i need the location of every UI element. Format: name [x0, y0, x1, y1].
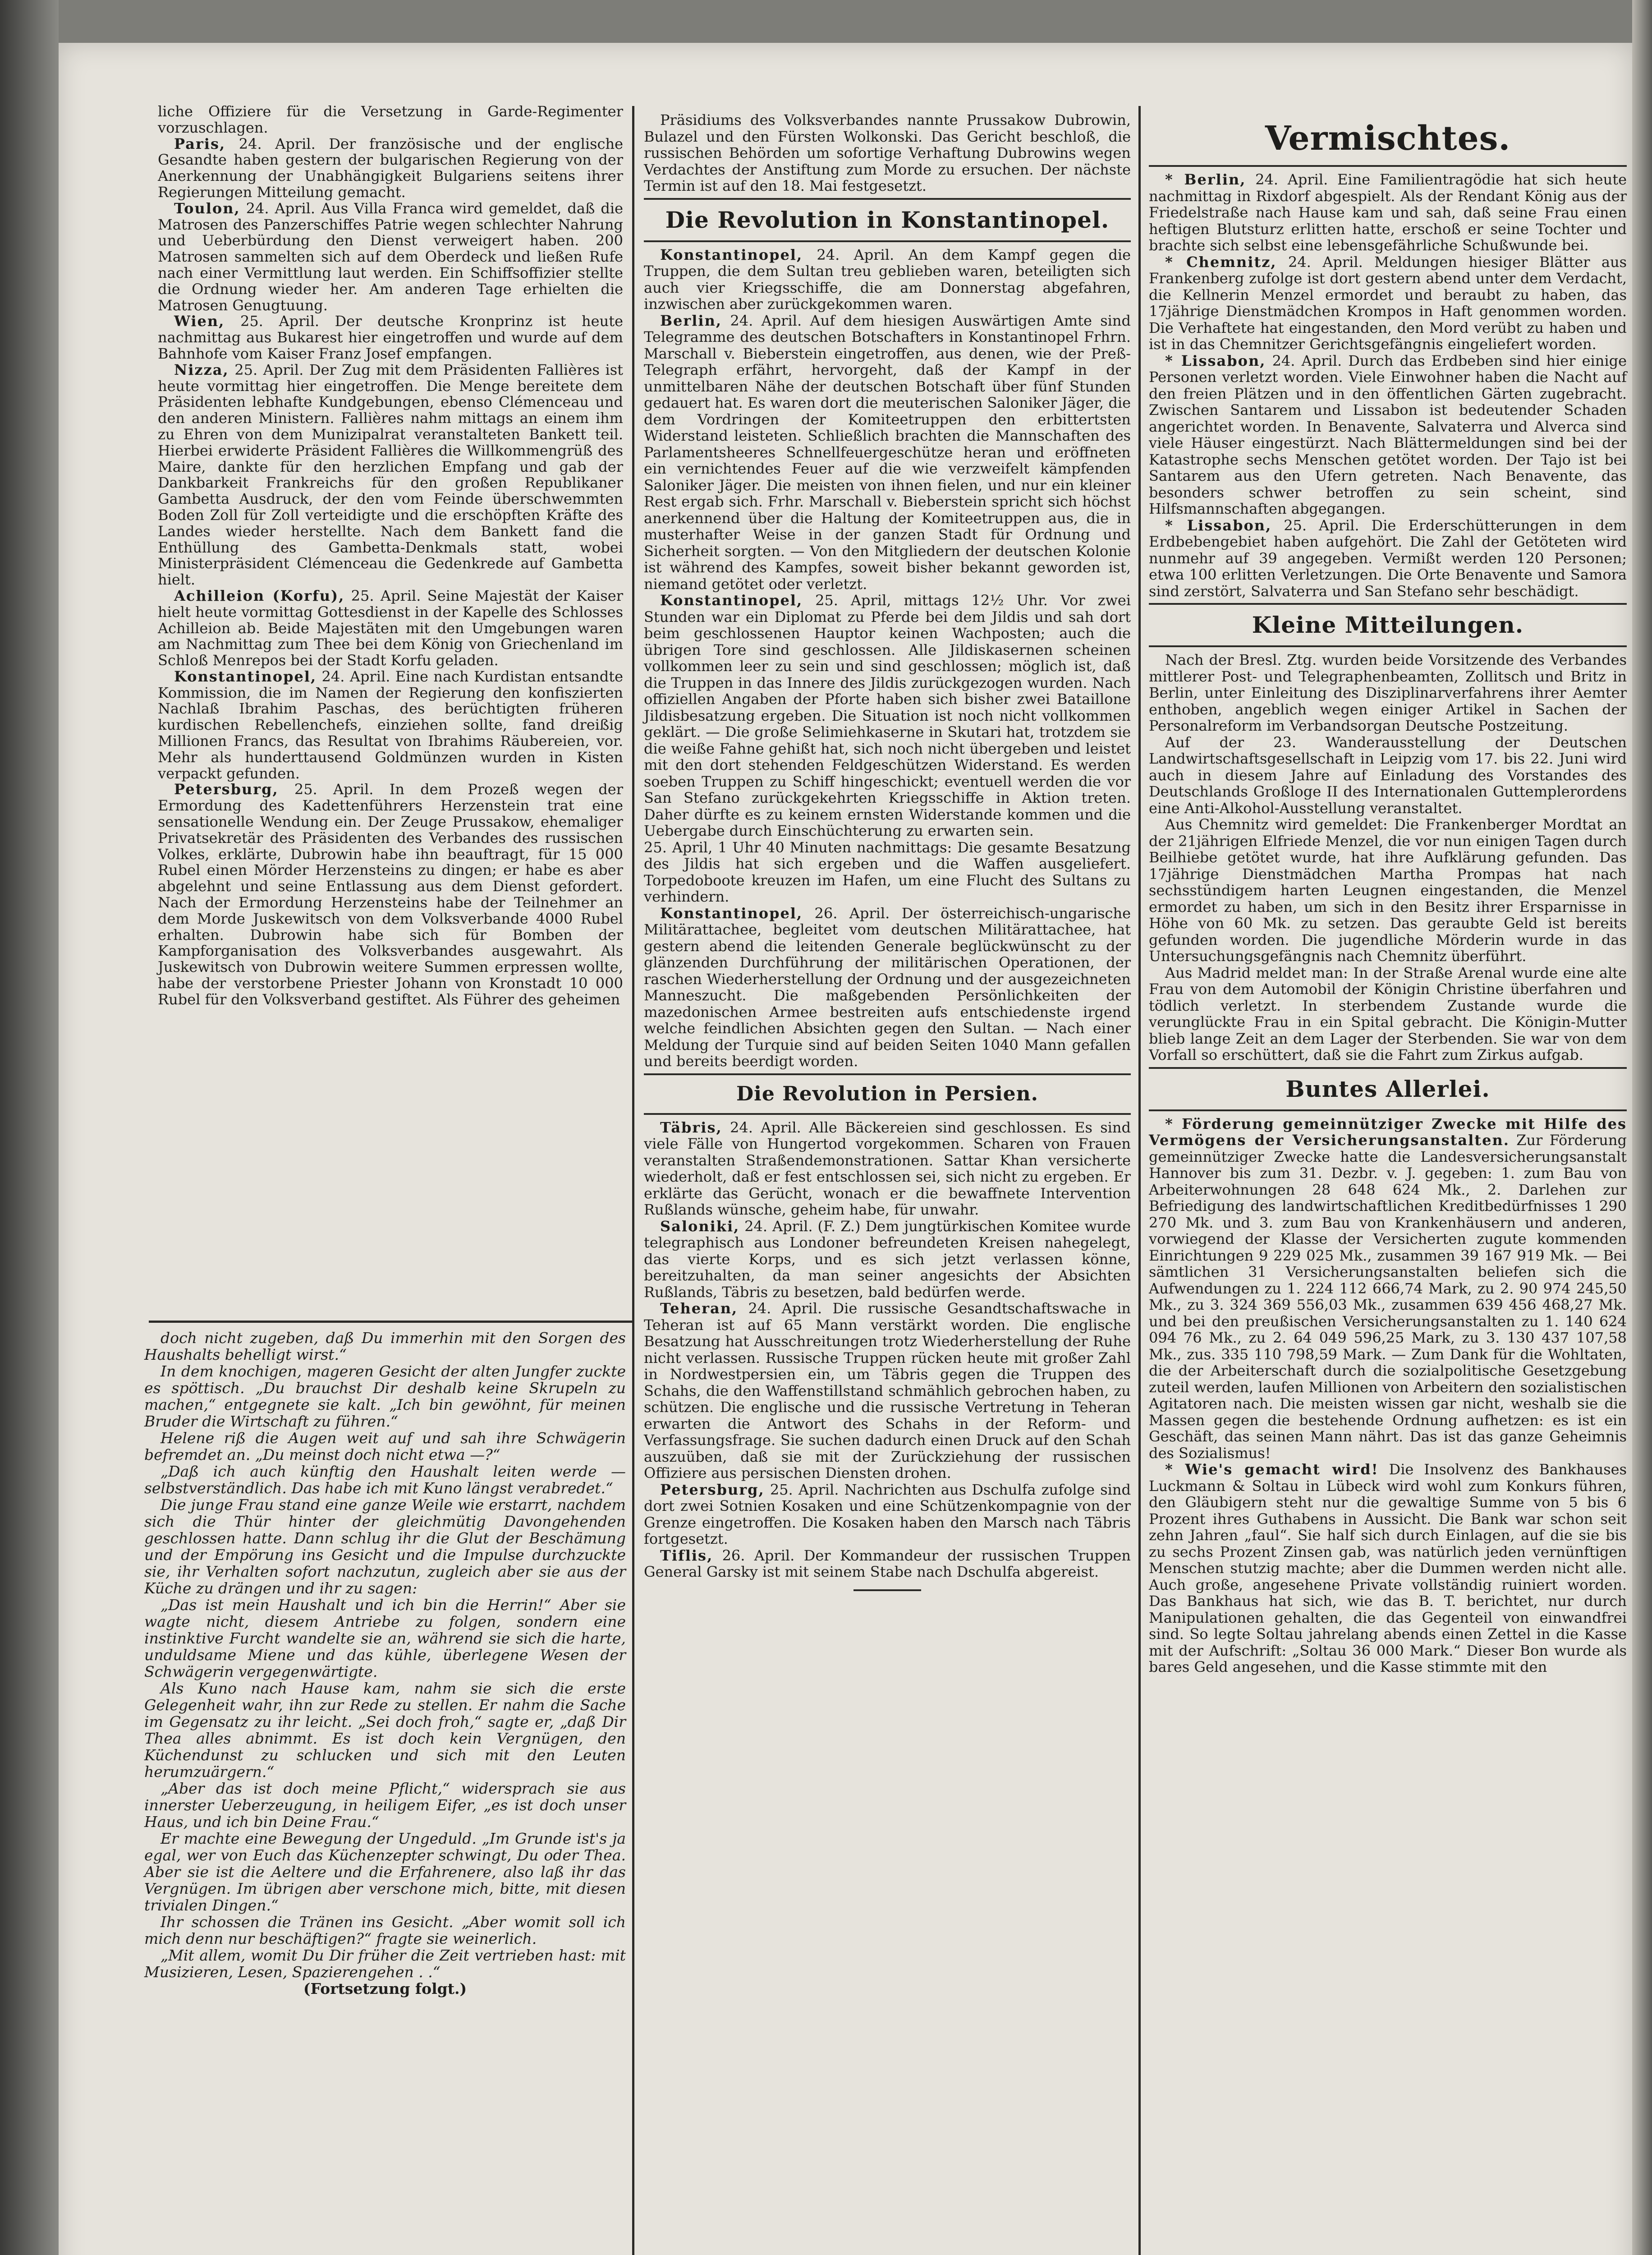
news-item: [644, 905, 1131, 1070]
column-rule: [632, 106, 634, 2255]
news-text: 25. April. Der Zug mit dem Präsidenten Fallières ist heute vormittag hier eingetroffen. Die Menge bereitete dem Präsidenten lebhafte Kundgebungen, ebenso Clémenceau und den anderen Ministern. Fallières nahm mittags an einem ihm zu Ehren von dem Munizipalrat veranstalteten Bankett teil. Hierbei erwiderte Präsident Fallières die Willkommengrüß des Maire, dankte für den herzlichen Empfang und gab der Dankbarkeit Frankreichs für den großen Republikaner Gambetta Ausdruck, der den vom Feinde überschwemmten Boden Zoll für Zoll verteidigte und die erschöpften Kräfte des Landes wieder herstellte. Nach dem Bankett fand die Enthüllung des Gambetta-Denkmals statt, wobei Ministerpräsident Clémenceau die Gedenkrede auf Gambetta hielt.: [158, 361, 624, 589]
middle-column: [644, 112, 1131, 1600]
section-rule: [1149, 1109, 1627, 1111]
news-text: 24. April. Die russische Gesandtschaftswache in Teheran ist auf 65 Mann verstärkt worden. Die englische Besatzung hat Ausschreitungen trotz Wiederherstellung der Ruhe nicht verlassen. Russische Truppen rücken heute mit großer Zahl in Nordwestpersien ein, um Täbris gegen die Truppen des Schahs, die den Waffenstillstand schmählich gebrochen haben, zu schützen. Die englische und die russische Vertretung in Teheran erwarten die Antwort des Schahs in der Reform- und Verfassungsfrage. Sie suchen dadurch einen Druck auf den Schah auszuüben, daß sie mit der Zurückziehung der russischen Offiziere aus persischen Diensten drohen.: [644, 1300, 1131, 1482]
dateline: Toulon,: [174, 199, 240, 217]
news-item: [644, 247, 1131, 313]
left-column-news: [158, 104, 623, 1008]
dateline: Achilleion (Korfu),: [174, 587, 345, 604]
section-rule: [1149, 165, 1627, 167]
news-text: 25. April, mittags 12½ Uhr. Vor zwei Stunden war ein Diplomat zu Pferde bei dem Jildis und sah dort beim geschlossenen Hauptor keinen Wachposten; auch die übrigen Tore sind geschlossen. Alle Jildiskasernen scheinen vollkommen leer zu sein und sind geschlossen; möglich ist, daß die Truppen in das Innere des Jildis zurückgezogen wurden. Nach offiziellen Angaben der Pforte haben sich bisher zwei Bataillone Jildisbesatzung ergeben. Die Situation ist noch nicht vollkommen geklärt. — Die große Selimiehkaserne in Skutari hat, trotzdem sie die weiße Fahne gehißt hat, sich noch nicht übergeben und leistet mit den dort stehenden Feldgeschützen Widerstand. Es werden soeben Truppen zu Schiff hingeschickt; eventuell werden die vor San Stefano zurückgekehrten Kriegsschiffe in Aktion treten. Daher dürfte es zu keinem ernsten Widerstande kommen und die Uebergabe durch Einschüchterung zu erwarten sein.: [644, 592, 1131, 839]
news-item: [644, 1482, 1131, 1547]
news-text: 25. April, 1 Uhr 40 Minuten nachmittags: Die gesamte Besatzung des Jildis hat sich ergeben und die Waffen ausgeliefert. Torpedoboote kreuzen im Hafen, um eine Flucht des Sultans zu verhindern.: [644, 838, 1131, 905]
dateline: Konstantinopel,: [660, 592, 803, 609]
news-text: 26. April. Der österreichisch-ungarische Militärattachee, begleitet vom deutschen Militärattachee, hat gestern abend die leitenden Generale beglückwünscht zu der glänzenden Durchführung der militärischen Operationen, der raschen Wiederherstellung der Ordnung und der ausgezeichneten Manneszucht. Die maßgebenden Persönlichkeiten der mazedonischen Armee bestreiten aufs entschiedenste irgend welche feindlichen Absichten gegen den Sultan. — Nach einer Meldung der Turquie sind auf beiden Seiten 1040 Mann gefallen und bereits beerdigt worden.: [644, 904, 1131, 1070]
news-item: [158, 669, 623, 782]
dateline: Wien,: [174, 313, 225, 330]
paragraph: Er machte eine Bewegung der Ungeduld. „Im Grunde ist's ja egal, wer von Euch das Küchenzepter schwingt, Du oder Thea. Aber sie ist die Aeltere und die Erfahrenere, also laß ihr das Vergnügen. Im übrigen aber verschone mich, bitte, mit diesen trivialen Dingen.“: [144, 1830, 626, 1914]
news-text: 25. April. Nachrichten aus Dschulfa zufolge sind dort zwei Sotnien Kosaken und eine Schützenkompagnie von der Grenze eingetroffen. Die Kosaken haben den Marsch nach Täbris fortgesetzt.: [644, 1481, 1131, 1547]
news-text: 24. April. Durch das Erdbeben sind hier einige Personen verletzt worden. Viele Einwohner haben die Nacht auf den freien Plätzen und in den öffentlichen Gärten zugebracht. Zwischen Santarem und Lissabon ist bedeutender Schaden angerichtet worden. In Benavente, Salvaterra und Alverca sind viele Häuser eingestürzt. Nach Blättermeldungen sind bei der Katastrophe sechs Menschen getötet worden. Der Tajo ist bei Santarem aus den Ufern getreten. Nach Benavente, das besonders schwer betroffen zu sein scheint, sind Hilfsmannschaften abgegangen.: [1149, 352, 1627, 517]
news-item: [158, 313, 623, 362]
news-item: [158, 201, 623, 314]
section-rule: [644, 198, 1131, 200]
section-rule: [1149, 1067, 1627, 1069]
dateline: Saloniki,: [660, 1217, 740, 1235]
paragraph: Präsidiums des Volksverbandes nannte Prussakow Dubrowin, Bulazel und den Fürsten Wolkonski. Das Gericht beschloß, die russischen Behörden um sofortige Verhaftung Dubrowins wegen Verdachtes der Anstiftung zum Morde zu ersuchen. Der nächste Termin ist auf den 18. Mai festgesetzt.: [644, 111, 1131, 194]
section-rule: [1149, 645, 1627, 647]
news-item: [1149, 1461, 1627, 1675]
dateline: Petersburg,: [174, 781, 279, 798]
news-text: 25. April. Seine Majestät der Kaiser hielt heute vormittag Gottesdienst in der Kapelle des Schlosses Achilleion ab. Beide Majestäten mit den Umgebungen waren am Nachmittag zum Thee bei dem König von Griechenland im Schloß Menrepos bei der Stadt Korfu geladen.: [158, 587, 623, 669]
news-item: [1149, 1116, 1627, 1462]
news-item: [158, 362, 623, 588]
paragraph: Aus Madrid meldet man: In der Straße Arenal wurde eine alte Frau von dem Automobil der Königin Christine überfahren und tödlich verletzt. In sterbendem Zustande wurde die verunglückte Frau in ein Spital gebracht. Die Königin-Mutter blieb lange Zeit an dem Lager der Sterbenden. Sie war von dem Vorfall so erschüttert, daß sie die Fahrt zum Zirkus aufgab.: [1149, 964, 1627, 1063]
news-text: Zur Förderung gemeinnütziger Zwecke hatte die Landesversicherungsanstalt Hannover bis zum 31. Dezbr. v. J. gegeben: 1. zum Bau von Arbeiterwohnungen 28 648 624 Mk., 2. Darlehen zur Befriedigung des landwirtschaftlichen Kreditbedürfnisses 1 290 270 Mk. und 3. zum Bau von Krankenhäusern und anderen, vorwiegend der Klasse der Versicherten zugute kommenden Einrichtungen 9 229 025 Mk., zusammen 39 167 919 Mk. — Bei sämtlichen 31 Versicherungsanstalten beliefen sich die Aufwendungen zu 1. 224 112 666,74 Mark, zu 2. 90 974 245,50 Mk., zu 3. 324 369 556,03 Mk., zusammen 639 456 468,27 Mk. und bei den preußischen Versicherungsanstalten zu 1. 140 624 094 76 Mk., zu 2. 64 049 596,25 Mark, zu 3. 130 437 107,58 Mk., zus. 335 110 798,59 Mark. — Zum Dank für die Wohltaten, die der Arbeiterschaft durch die sozialpolitische Gesetzgebung zuteil werden, laufen Millionen von Arbeitern den sozialistischen Agitatoren nach. Die meisten wissen gar nicht, weshalb sie die Massen gegen die bestehende Ordnung aufhetzen: es ist ein Geschäft, das seinen Mann nährt. Das ist das ganze Geheimnis des Sozialismus!: [1149, 1132, 1627, 1462]
news-text: 24. April. Eine Familientragödie hat sich heute nachmittag in Rixdorf abgespielt. Als der Rendant König aus der Friedelstraße nach Hause kam und sah, daß seine Frau einen heftigen Blutsturz erlitten hatte, erschoß er seine Tochter und brachte sich selbst eine lebensgefährliche Schußwunde bei.: [1149, 171, 1627, 254]
news-text: 24. April. Der französische und der englische Gesandte haben gestern der bulgarischen Regierung von der Anerkennung der Unabhängigkeit Bulgariens seitens ihrer Regierungen Mitteilung gemacht.: [158, 135, 623, 201]
news-item: [1149, 171, 1627, 254]
dateline: * Wie's gemacht wird!: [1165, 1461, 1379, 1478]
news-text: 24. April. Eine nach Kurdistan entsandte Kommission, die im Namen der Regierung den konfiszierten Nachlaß Ibrahim Paschas, des berüchtigten früheren kurdischen Rebellenchefs, einziehen sollte, fand dreißig Millionen Francs, das Resultat von Ibrahims Räubereien, vor. Mehr als hunderttausend Goldmünzen wurden in Kisten verpackt gefunden.: [158, 667, 623, 782]
paragraph: Ihr schossen die Tränen ins Gesicht. „Aber womit soll ich mich denn nur beschäftigen?“ fragte sie weinerlich.: [144, 1913, 626, 1947]
news-text: 24. April. (F. Z.) Dem jungtürkischen Komitee wurde telegraphisch aus Londoner befreundeten Kreisen nahegelegt, das vierte Korps, und es sich jetzt verlassen könne, bereitzuhalten, da man seiner angesichts der Absichten Rußlands, Täbris zu besetzen, bald bedürfen werde.: [644, 1217, 1131, 1301]
column-rule: [1138, 106, 1141, 2255]
dateline: Konstantinopel,: [174, 667, 317, 685]
dateline: Konstantinopel,: [660, 246, 803, 263]
news-item: [1149, 254, 1627, 353]
news-text: 25. April. Der deutsche Kronprinz ist heute nachmittag aus Bukarest hier eingetroffen und wurde auf dem Bahnhofe vom Kaiser Franz Josef empfangen.: [158, 313, 624, 362]
news-item: [158, 136, 623, 201]
section-heading-persien: Die Revolution in Persien.: [736, 1082, 1038, 1105]
news-item: [644, 313, 1131, 593]
paragraph: „Mit allem, womit Du Dir früher die Zeit vertrieben hast: mit Musizieren, Lesen, Spazierengehen . .“: [144, 1947, 626, 1981]
dateline: Berlin,: [660, 312, 722, 329]
news-text: liche Offiziere für die Versetzung in Garde-Regimenter vorzuschlagen.: [158, 103, 623, 136]
news-text: 25. April. In dem Prozeß wegen der Ermordung des Kadettenführers Herzenstein trat eine sensationelle Wendung ein. Der Zeuge Prussakow, ehemaliger Privatsekretär des Präsidenten des Verbandes des russischen Volkes, erklärte, Dubrowin habe ihn beauftragt, für 15 000 Rubel einen Mörder Herzensteins zu dingen; er habe es aber abgelehnt und seine Entlassung aus dem Dienst gefordert. Nach der Ermordung Herzensteins habe der Teilnehmer an dem Morde Juskewitsch von dem Volksverbande 4000 Rubel erhalten. Dubrowin habe sich für Bomben der Kampforganisation des Volksverbandes ausgewahrt. Als Juskewitsch von Dubrowin weitere Summen erpressen wollte, habe der verstorbene Priester Johann von Kronstadt 10 000 Rubel für den Volksverband gestiftet. Als Führer des geheimen: [158, 781, 624, 1008]
paragraph: Die junge Frau stand eine ganze Weile wie erstarrt, nachdem sich die Thür hinter der gleichmütig Davongehenden geschlossen hatte. Dann schlug ihr die Glut der Beschämung und der Empörung ins Gesicht und die Impulse durchzuckte sie, ihr Verhalten sofort nachzutun, zugleich aber sie aus der Küche zu drängen und ihr zu sagen:: [144, 1496, 626, 1597]
section-rule: [644, 240, 1131, 242]
dateline: * Lissabon,: [1165, 516, 1272, 534]
news-item: [644, 1300, 1131, 1482]
paragraph: In dem knochigen, mageren Gesicht der alten Jungfer zuckte es spöttisch. „Du brauchst Dir deshalb keine Skrupeln zu machen,“ entgegnete sie kalt. „Ich bin gewöhnt, für meinen Bruder die Wirtschaft zu führen.“: [144, 1362, 626, 1430]
news-text: Die Insolvenz des Bankhauses Luckmann & Soltau in Lübeck wird wohl zum Konkurs führen, den Gläubigern steht nur die gewaltige Summe von 5 bis 6 Prozent ihres Guthabens in Aussicht. Die Bank war schon seit zehn Jahren „faul“. Sie half sich durch Einlagen, auf die sie bis zu sechs Prozent Zinsen gab, was natürlich jeden vernünftigen Menschen stutzig machte; aber die Dummen werden nicht alle. Auch große, angesehene Private vollständig ruiniert worden. Das Bankhaus hat sich, wie das B. T. berichtet, nur durch Manipulationen gehalten, die das Gegenteil von einwandfrei sind. So legte Soltau jahrelang abends einen Zettel in die Kasse mit der Aufschrift: „Soltau 36 000 Mark.“ Dieser Bon wurde als bares Geld angesehen, und die Kasse stimmte mit den: [1149, 1461, 1627, 1675]
paragraph: „Das ist mein Haushalt und ich bin die Herrin!“ Aber sie wagte nicht, diesem Antriebe zu folgen, sondern eine instinktive Furcht wandelte sie an, während sie sich die harte, unduldsame Miene und das kühle, überlegene Wesen der Schwägerin vergegenwärtigte.: [144, 1596, 626, 1680]
section-heading-vermischtes: Vermischtes.: [1265, 119, 1511, 158]
section-rule: [644, 1113, 1131, 1115]
paragraph: „Daß ich auch künftig den Haushalt leiten werde — selbstverständlich. Das habe ich mit Kuno längst verabredet.“: [144, 1463, 626, 1497]
paragraph: „Aber das ist doch meine Pflicht,“ widersprach sie aus innerster Ueberzeugung, in heiligem Eifer, „es ist doch unser Haus, und ich bin Deine Frau.“: [144, 1780, 626, 1831]
news-text: 26. April. Der Kommandeur der russischen Truppen General Garsky ist mit seinem Stabe nach Dschulfa abgereist.: [644, 1546, 1131, 1580]
feuilleton-story: [144, 1330, 626, 1997]
news-text: 24. April. Alle Bäckereien sind geschlossen. Es sind viele Fälle von Hungertod vorgekommen. Scharen von Frauen veranstalten Straßendemonstrationen. Sattar Khan versicherte wiederholt, daß er fest entschlossen sei, sich nicht zu ergeben. Er erklärte das Gerücht, wonach er die bewaffnete Intervention Rußlands wünsche, geheim habe, für unwahr.: [644, 1118, 1131, 1218]
page-gutter-shadow: [0, 0, 59, 2255]
dateline: * Förderung gemeinnütziger Zwecke mit Hilfe des Vermögens der Versicherungsanstalten.: [1149, 1115, 1627, 1149]
continued-note: (Fortsetzung folgt.): [303, 1980, 467, 1997]
paragraph: Nach der Bresl. Ztg. wurden beide Vorsitzende des Verbandes mittlerer Post- und Telegraphenbeamten, Zollitsch und Britz in Berlin, unter Einleitung des Disziplinarverfahrens ihrer Aemter enthoben, angeblich wegen einiger Artikel in Sachen der Personalreform im Verbandsorgan Deutsche Postzeitung.: [1149, 651, 1627, 734]
dateline: Täbris,: [660, 1118, 722, 1136]
section-rule: [1149, 603, 1627, 605]
paragraph: Als Kuno nach Hause kam, nahm sie sich die erste Gelegenheit wahr, ihn zur Rede zu stellen. Er nahm die Sache im Gegensatz zu ihr leicht. „Sei doch froh,“ sagte er, „daß Dir Thea alles abnimmt. Es ist doch kein Vergnügen, den Küchendunst zu schlucken und sich mit den Leuten herumzuärgern.“: [144, 1680, 626, 1781]
page-edge: [1632, 0, 1652, 2255]
news-item: [644, 1119, 1131, 1218]
news-item: [644, 839, 1131, 905]
news-item: [644, 1218, 1131, 1301]
paragraph: Auf der 23. Wanderausstellung der Deutschen Landwirtschaftsgesellschaft in Leipzig vom 17. bis 22. Juni wird auch in diesem Jahre auf Einladung des Vorstandes des Deutschlands Großloge II des Internationalen Guttemplerordens eine Anti-Alkohol-Ausstellung veranstaltet.: [1149, 733, 1627, 817]
feuilleton-rule: [149, 1321, 632, 1323]
news-item: [158, 782, 623, 1008]
dateline: Konstantinopel,: [660, 904, 803, 922]
section-rule: [644, 1073, 1131, 1075]
right-column: [1149, 112, 1627, 1675]
section-heading-buntes-allerlei: Buntes Allerlei.: [1285, 1075, 1490, 1102]
news-item: [1149, 517, 1627, 600]
news-text: 25. April. Die Erderschütterungen in dem Erdbebengebiet haben aufgehört. Die Zahl der Getöteten wird nunmehr auf 39 angegeben. Vermißt werden 120 Personen; etwa 100 erlitten Verletzungen. Die Orte Benavente und Samora sind zerstört, Salvaterra und San Stefano sehr beschädigt.: [1149, 516, 1627, 600]
dateline: Nizza,: [174, 361, 229, 378]
paragraph: Aus Chemnitz wird gemeldet: Die Frankenberger Mordtat an der 21jährigen Elfriede Menzel, die vor nun einigen Tagen durch Beilhiebe getötet wurde, hat ihre Aufklärung gefunden. Das 17jährige Dienstmädchen Martha Prompas hat nach sechsstündigem harten Leugnen eingestanden, die Menzel ermordet zu haben, um sich in den Besitz ihrer Ersparnisse in Höhe von 60 Mk. zu setzen. Das geraubte Geld ist bereits gefunden worden. Die jugendliche Mörderin wurde in das Untersuchungsgefängnis nach Chemnitz überführt.: [1149, 816, 1627, 965]
news-text: 24. April. Meldungen hiesiger Blätter aus Frankenberg zufolge ist dort gestern abend unter dem Verdacht, die Kellnerin Menzel ermordet und beraubt zu haben, das 17jährige Dienstmädchen Krompos in Haft genommen worden. Die Verhaftete hat eingestanden, den Mord verübt zu haben und ist in das Chemnitzer Gerichtsgefängnis eingeliefert worden.: [1149, 253, 1627, 353]
news-item: [644, 592, 1131, 839]
news-text: 24. April. Aus Villa Franca wird gemeldet, daß die Matrosen des Panzerschiffes Patrie wegen schlechter Nahrung und Ueberbürdung den Dienst verweigert haben. 200 Matrosen sammelten sich auf dem Oberdeck und ließen Rufe nach einer Vermittlung laut werden. Ein Schiffsoffizier stellte die Ordnung wieder her. Am anderen Tage erhielten die Matrosen Genugtuung.: [158, 199, 624, 314]
news-item: [158, 104, 623, 136]
paragraph: Helene riß die Augen weit auf und sah ihre Schwägerin befremdet an. „Du meinst doch nicht etwa —?“: [144, 1429, 626, 1463]
dateline: Petersburg,: [660, 1481, 765, 1498]
dateline: Teheran,: [660, 1300, 738, 1317]
section-heading-konstantinopel: Die Revolution in Konstantinopel.: [665, 206, 1110, 233]
news-item: [1149, 353, 1627, 517]
dateline: * Berlin,: [1165, 171, 1246, 188]
dateline: Paris,: [174, 135, 226, 152]
news-text: 24. April. An dem Kampf gegen die Truppen, die dem Sultan treu geblieben waren, beteiligten sich auch vier Kriegsschiffe, die am Donnerstag abgefahren, inzwischen aber zurückgekommen waren.: [644, 246, 1131, 313]
end-rule: [854, 1589, 921, 1591]
paragraph: doch nicht zugeben, daß Du immerhin mit den Sorgen des Haushalts behelligt wirst.“: [144, 1329, 626, 1363]
news-text: 24. April. Auf dem hiesigen Auswärtigen Amte sind Telegramme des deutschen Botschafters in Konstantinopel Frhrn. Marschall v. Bieberstein eingetroffen, aus denen, wie der Preß-Telegraph erfährt, hervorgeht, daß der Kampf in der unmittelbaren Nähe der deutschen Botschaft über fünf Stunden gedauert hat. Es waren dort die meuterischen Saloniker Jäger, die dem Vordringen der Komiteetruppen den erbittertsten Widerstand leisteten. Schließlich brachten die Mannschaften des Parlamentsheeres Schnellfeuergeschütze heran und eröffneten ein vernichtendes Feuer auf die wie verzweifelt kämpfenden Saloniker Jäger. Die meisten von ihnen fielen, und nur ein kleiner Rest ergab sich. Frhr. Marschall v. Bieberstein spricht sich höchst anerkennend über die Haltung der Komiteetruppen aus, die in musterhafter Weise in der ganzen Stadt für Ordnung und Sicherheit sorgten. — Von den Mitgliedern der deutschen Kolonie ist während des Kampfes, soweit bisher bekannt geworden ist, niemand getötet oder verletzt.: [644, 312, 1131, 593]
dateline: Tiflis,: [660, 1546, 713, 1564]
dateline: * Chemnitz,: [1165, 253, 1277, 271]
section-heading-kleine-mitteilungen: Kleine Mitteilungen.: [1252, 612, 1524, 638]
news-item: [644, 1547, 1131, 1580]
news-item: [158, 588, 623, 669]
dateline: * Lissabon,: [1165, 352, 1266, 369]
